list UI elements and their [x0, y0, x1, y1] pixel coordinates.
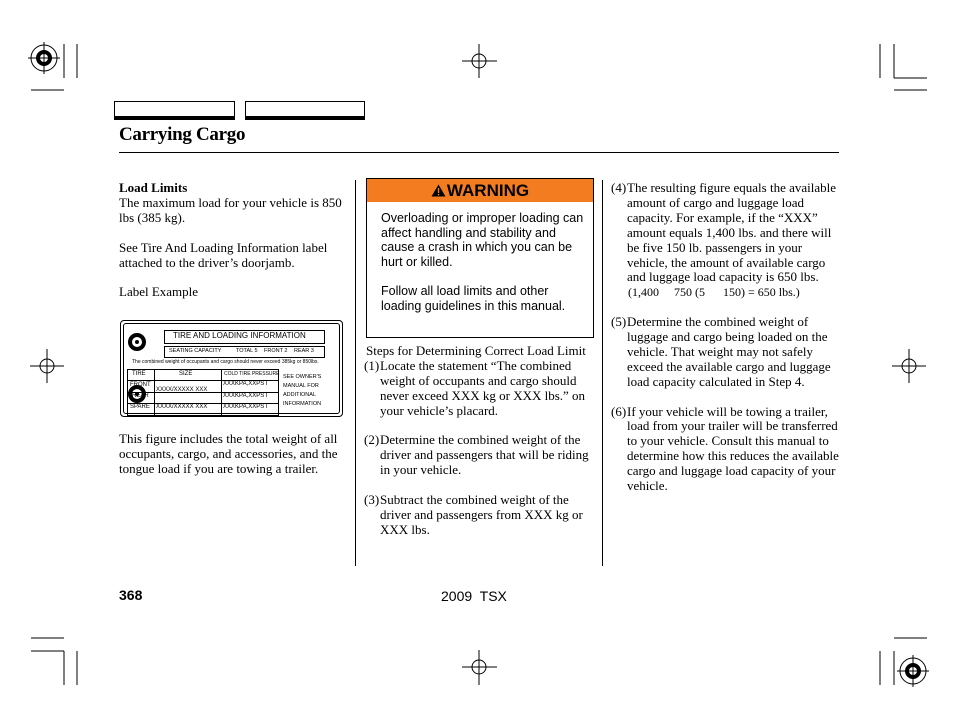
step-1: (1) Locate the statement “The combined weight of occupants and cargo should never exceed XXX kg or XXX lbs.” on your vehicle’s placard.: [364, 357, 586, 418]
footer-model: 2009 TSX: [441, 588, 507, 604]
step-2: (2) Determine the combined weight of the driver and passengers that will be riding in your vehicle.: [364, 432, 589, 478]
label-seating-capacity: SEATING CAPACITY: [169, 348, 222, 354]
label-front: FRONT 2: [264, 348, 288, 354]
crosshair-icon: [462, 44, 497, 78]
label-total: TOTAL 5: [236, 348, 258, 354]
step-3: (3) Subtract the combined weight of the driver and passengers from XXX kg or XXX lbs.: [364, 492, 583, 537]
crosshair-icon: [30, 349, 64, 383]
step-4: (4) The resulting figure equals the available amount of cargo and luggage load capacity. For example, if the “XXX” amount equals 1,400 lbs. and there will be five 150 lb. passengers in your vehicle, the amount of available cargo and luggage load capacity is 650 lbs.: [611, 180, 837, 285]
header-tab-2: [245, 101, 365, 120]
load-limits-heading: Load Limits: [119, 180, 188, 195]
warning-text-2: Follow all load limits and other loading guidelines in this manual.: [381, 283, 566, 313]
registration-target-icon: [28, 42, 60, 74]
warning-label: WARNING: [446, 181, 530, 200]
warning-body: [381, 211, 587, 328]
tire-loading-label: TIRE AND LOADING INFORMATION SEATING CAPACITY TOTAL 5 FRONT 2 REAR 3 The combined weight of occupants and cargo should never exceed 385kg or 850lbs. TIRE SIZE COLD TIRE PRESSURE FRONT XXXX/XXXXX XXX XXXKPA,XXPS I REAR XXXKPA,XXPS I SPARE XXXX/XXXXX XXX XXXKPA,XXPS I SEE OWNER'S MANUAL FOR ADDITIONAL INFORMATION: [120, 320, 343, 417]
header-tab-1: [114, 101, 235, 120]
warning-text-1: Overloading or improper loading can affect handling and stability and cause a crash in which you can be hurt or killed.: [381, 211, 584, 269]
label-combined-text: The combined weight of occupants and cargo should never exceed 385kg or 850lbs.: [132, 359, 319, 365]
column-3: [611, 181, 839, 494]
column-1: [119, 181, 343, 300]
warning-triangle-icon: [431, 184, 446, 197]
see-label-text: See Tire And Loading Information label attached to the driver’s doorjamb.: [119, 239, 328, 270]
column-divider: [355, 180, 356, 566]
formula-example: (1,400 750 (5 150) = 650 lbs.): [628, 285, 800, 300]
label-example-caption: Label Example: [119, 284, 199, 300]
label-see-owners: SEE OWNER'S MANUAL FOR ADDITIONAL INFORMATION: [283, 374, 322, 407]
page-number: 368: [119, 587, 143, 603]
registration-target-icon: [897, 655, 929, 687]
max-load-text: The maximum load for your vehicle is 850 lbs (385 kg).: [119, 194, 342, 225]
warning-box: [366, 178, 594, 338]
column-divider: [602, 180, 603, 566]
section-title: Carrying Cargo: [119, 124, 246, 145]
step-5: (5) Determine the combined weight of luggage and cargo being loaded on the vehicle. That weight may not safely exceed the available cargo and luggage load capacity calculated in Step 4.: [611, 314, 831, 389]
steps-heading: Steps for Determining Correct Load Limit: [366, 343, 586, 358]
column-2: [364, 344, 592, 538]
step-6: (6) If your vehicle will be towing a trailer, load from your trailer will be transferred to your vehicle. Consult this manual to determine how this reduces the available cargo and luggage load capacity of your vehicle.: [611, 403, 839, 494]
warning-header: [367, 179, 593, 202]
crosshair-icon: [892, 349, 926, 383]
label-rear: REAR 3: [294, 348, 314, 354]
figure-description: This figure includes the total weight of all occupants, cargo, and accessories, and the tongue load if you are towing a trailer.: [119, 431, 338, 476]
label-title: TIRE AND LOADING INFORMATION: [173, 331, 306, 340]
crosshair-icon: [462, 650, 497, 685]
title-rule: [119, 152, 839, 153]
